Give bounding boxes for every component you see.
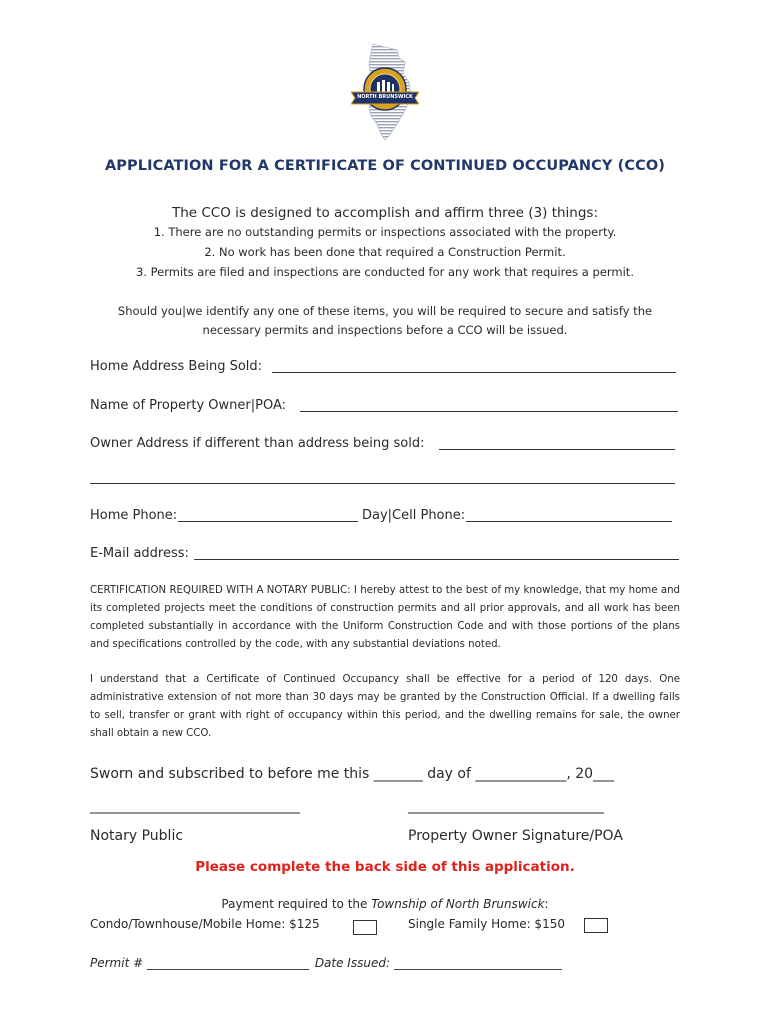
- notary-signature-line[interactable]: ______________________________: [90, 798, 300, 814]
- date-issued-field[interactable]: ____________________________: [393, 956, 562, 970]
- payment-prefix: Payment required to the: [221, 897, 372, 911]
- seal-ribbon-text: NORTH BRUNSWICK: [357, 94, 413, 100]
- single-family-fee-label: Single Family Home: $150: [408, 917, 565, 931]
- day-cell-phone-label: Day|Cell Phone:: [362, 508, 466, 523]
- owner-name-label: Name of Property Owner|POA:: [90, 398, 287, 413]
- list-item: 1. There are no outstanding permits or inspections associated with the property.: [153, 225, 617, 239]
- intro-text: The CCO is designed to accomplish and affirm three (3) things:: [171, 205, 598, 221]
- permit-number-field[interactable]: ___________________________: [146, 956, 309, 970]
- condo-fee-checkbox[interactable]: [353, 920, 377, 935]
- email-field[interactable]: [194, 559, 679, 560]
- list-item: 2. No work has been done that required a Construction Permit.: [204, 245, 566, 259]
- home-address-field[interactable]: [272, 372, 676, 373]
- notary-public-label: Notary Public: [90, 828, 184, 844]
- owner-address-field[interactable]: [439, 449, 675, 450]
- home-address-label: Home Address Being Sold:: [90, 359, 263, 374]
- day-cell-phone-field[interactable]: [466, 521, 672, 522]
- owner-signature-label: Property Owner Signature/POA: [408, 828, 623, 844]
- notice-line-2: necessary permits and inspections before a CCO will be issued.: [202, 323, 568, 337]
- notice-line-1: Should you|we identify any one of these items, you will be required to secure and satisfy the: [117, 304, 653, 318]
- certification-paragraph: CERTIFICATION REQUIRED WITH A NOTARY PUBLIC: I hereby attest to the best of my knowledge, that my home and its completed projects meet the conditions of construction permits and all prior approvals, and all work has been completed substantially in accordance with the Uniform Construction Code and with those portions of the plans and specifications controlled by the code, with any substantial deviations noted.: [90, 585, 680, 650]
- home-phone-label: Home Phone:: [90, 508, 178, 523]
- home-phone-field[interactable]: [178, 521, 358, 522]
- permit-row: [90, 956, 562, 970]
- payment-suffix: :: [544, 897, 549, 911]
- list-item: 3. Permits are filed and inspections are conducted for any work that requires a permit.: [136, 265, 634, 279]
- condo-fee-label: Condo/Townhouse/Mobile Home: $125: [90, 917, 320, 931]
- payment-notice: [0, 897, 770, 911]
- date-issued-label: Date Issued:: [314, 956, 390, 970]
- understanding-paragraph: I understand that a Certificate of Continued Occupancy shall be effective for a period of 120 days. One administrative extension of not more than 30 days may be granted by the Construction Official. If a dwelling fails to sell, transfer or grant with right of occupancy within this period, and the dwelling remains for sale, the owner shall obtain a new CCO.: [90, 674, 680, 739]
- back-side-notice: Please complete the back side of this application.: [195, 859, 575, 875]
- payment-township: Township of North Brunswick: [371, 897, 545, 911]
- owner-signature-line[interactable]: ____________________________: [408, 798, 604, 814]
- township-logo: [345, 40, 425, 142]
- email-label: E-Mail address:: [90, 546, 189, 561]
- sworn-statement: Sworn and subscribed to before me this _______ day of _____________, 20___: [90, 766, 615, 782]
- owner-address-field-line-2[interactable]: [90, 483, 675, 484]
- owner-name-field[interactable]: [300, 411, 678, 412]
- page-title: APPLICATION FOR A CERTIFICATE OF CONTINUED OCCUPANCY (CCO): [104, 158, 666, 174]
- single-family-fee-checkbox[interactable]: [584, 918, 608, 933]
- owner-address-label: Owner Address if different than address being sold:: [90, 436, 425, 451]
- permit-label: Permit #: [90, 956, 144, 970]
- seal-icon: [351, 65, 419, 113]
